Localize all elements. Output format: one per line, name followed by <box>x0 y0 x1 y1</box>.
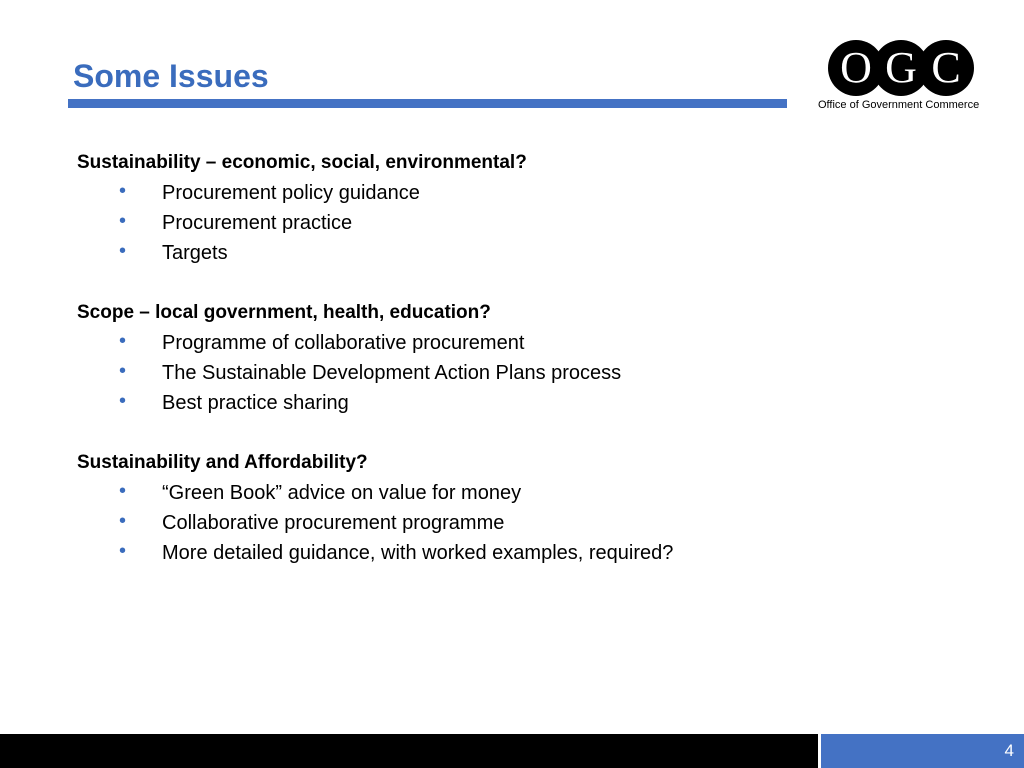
bullet-item <box>77 238 977 268</box>
ogc-logo <box>818 40 990 116</box>
footer-bar <box>0 734 818 768</box>
bullet-icon: • <box>119 330 127 352</box>
bullet-text: “Green Book” advice on value for money <box>162 482 522 504</box>
bullet-text: Collaborative procurement programme <box>162 512 505 534</box>
bullet-item <box>77 388 977 418</box>
bullet-item <box>77 538 977 568</box>
logo-caption: Office of Government Commerce <box>818 99 980 111</box>
bullet-icon: • <box>119 510 127 532</box>
bullet-icon: • <box>119 210 127 232</box>
bullet-icon: • <box>119 540 127 562</box>
bullet-list <box>77 328 977 418</box>
bullet-icon: • <box>119 480 127 502</box>
section-affordability <box>77 448 977 568</box>
title-underline <box>68 99 787 108</box>
bullet-item <box>77 508 977 538</box>
bullet-text: Best practice sharing <box>162 392 349 414</box>
bullet-text: Procurement policy guidance <box>162 182 420 204</box>
section-scope <box>77 298 977 418</box>
section-heading: Sustainability – economic, social, environmental? <box>77 152 527 173</box>
logo-mark <box>828 40 974 96</box>
bullet-item <box>77 358 977 388</box>
bullet-item <box>77 178 977 208</box>
slide-number-box <box>821 734 1024 768</box>
section-sustainability <box>77 148 977 268</box>
section-heading: Scope – local government, health, education? <box>77 302 491 323</box>
bullet-icon: • <box>119 240 127 262</box>
bullet-item <box>77 208 977 238</box>
bullet-icon: • <box>119 180 127 202</box>
section-heading: Sustainability and Affordability? <box>77 452 368 473</box>
bullet-item <box>77 478 977 508</box>
bullet-text: Targets <box>162 242 228 264</box>
bullet-text: Programme of collaborative procurement <box>162 332 525 354</box>
bullet-text: The Sustainable Development Action Plans process <box>162 362 622 384</box>
logo-letter-c: C <box>918 40 974 96</box>
bullet-list <box>77 478 977 568</box>
bullet-text: More detailed guidance, with worked examples, required? <box>162 542 674 564</box>
slide-number: 4 <box>1004 741 1014 760</box>
bullet-item <box>77 328 977 358</box>
logo-letter-o: O <box>828 40 884 96</box>
bullet-text: Procurement practice <box>162 212 353 234</box>
bullet-icon: • <box>119 390 127 412</box>
bullet-icon: • <box>119 360 127 382</box>
slide-body <box>77 148 977 598</box>
logo-letter-g: G <box>873 40 929 96</box>
slide-title: Some Issues <box>73 58 269 94</box>
bullet-list <box>77 178 977 268</box>
